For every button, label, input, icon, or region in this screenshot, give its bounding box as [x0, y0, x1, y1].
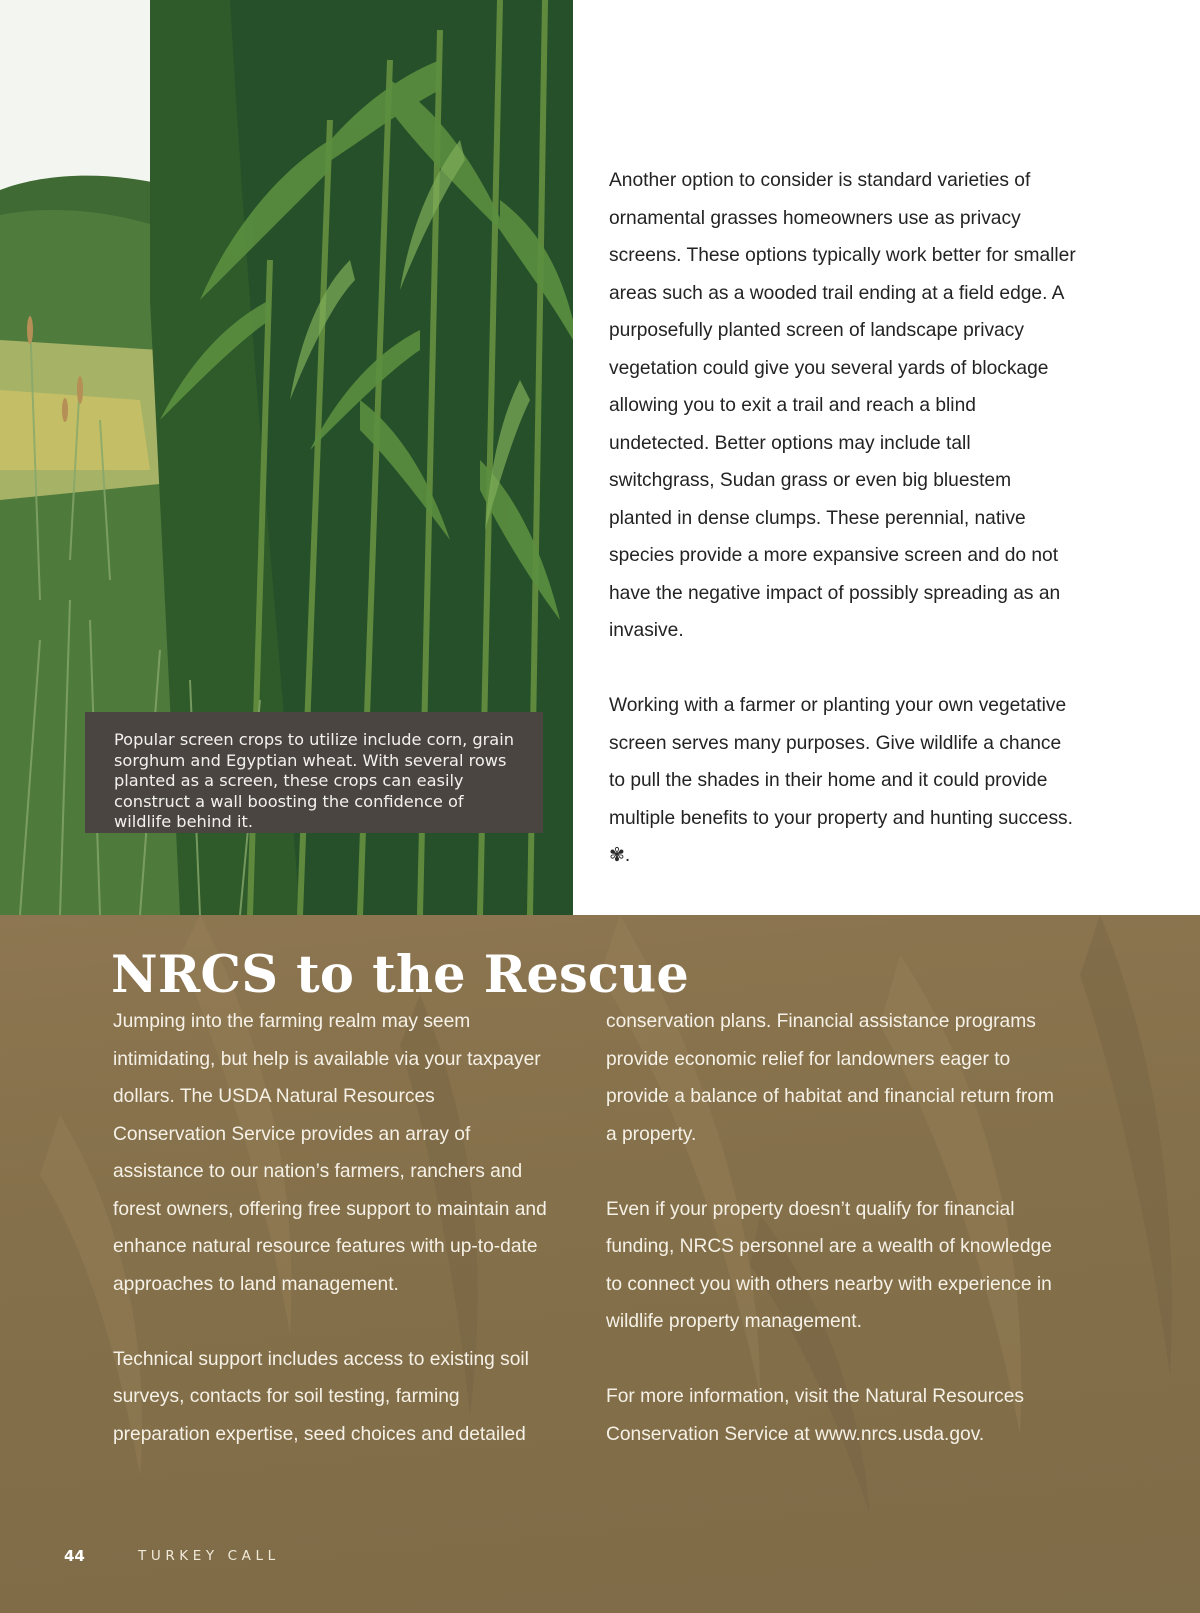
sidebar-title: NRCS to the Rescue: [111, 945, 690, 1005]
article-paragraph-2-text: Working with a farmer or planting your own vegetative screen serves many purposes. Give wildlife a chance to pull the shades in their home and it could provide multiple benefits to your property and hunting success.: [609, 695, 1073, 829]
sidebar-paragraph-5: For more information, visit the Natural Resources Conservation Service at www.nrcs.usda.gov.: [606, 1386, 1025, 1445]
photo-caption-box: [85, 712, 543, 833]
article-paragraph-2: [609, 687, 1079, 875]
sidebar-paragraph-2: Technical support includes access to existing soil surveys, contacts for soil testing, farming preparation expertise, seed choices and detailed: [113, 1348, 529, 1445]
end-mark-period: .: [624, 845, 631, 866]
page-number: 44: [64, 1547, 85, 1565]
article-column-right: [609, 162, 1079, 875]
turkey-feather-end-mark-icon: ✾: [609, 845, 625, 866]
sidebar-column-right: [606, 1003, 1066, 1453]
magazine-name: TURKEY CALL: [138, 1548, 280, 1564]
article-paragraph-1: Another option to consider is standard varieties of ornamental grasses homeowners use as privacy screens. These options typically work better for smaller areas such as a wooded trail ending at a field edge. A purposefully planted screen of landscape privacy vegetation could give you several yards of blockage allowing you to exit a trail and reach a blind undetected. Better options may include tall switchgrass, Sudan grass or even big bluestem planted in dense clumps. These perennial, native species provide a more expansive screen and do not have the negative impact of possibly spreading as an invasive.: [609, 170, 1076, 641]
sidebar-paragraph-4: Even if your property doesn’t qualify for financial funding, NRCS personnel are a wealth of knowledge to connect you with others nearby with experience in wildlife property management.: [606, 1198, 1052, 1332]
sidebar-paragraph-1: Jumping into the farming realm may seem intimidating, but help is available via your taxpayer dollars. The USDA Natural Resources Conservation Service provides an array of assistance to our nation’s farmers, ranchers and forest owners, offering free support to maintain and enhance natural resource features with up-to-date approaches to land management.: [113, 1011, 547, 1295]
nrcs-sidebar: [0, 915, 1200, 1613]
sidebar-paragraph-3: conservation plans. Financial assistance programs provide economic relief for landowners eager to provide a balance of habitat and financial return from a property.: [606, 1011, 1054, 1145]
cornfield-photo: [0, 0, 573, 915]
photo-caption: Popular screen crops to utilize include corn, grain sorghum and Egyptian wheat. With several rows planted as a screen, these crops can easily construct a wall boosting the confidence of wildlife behind it.: [114, 730, 514, 831]
sidebar-column-left: [113, 1003, 553, 1453]
